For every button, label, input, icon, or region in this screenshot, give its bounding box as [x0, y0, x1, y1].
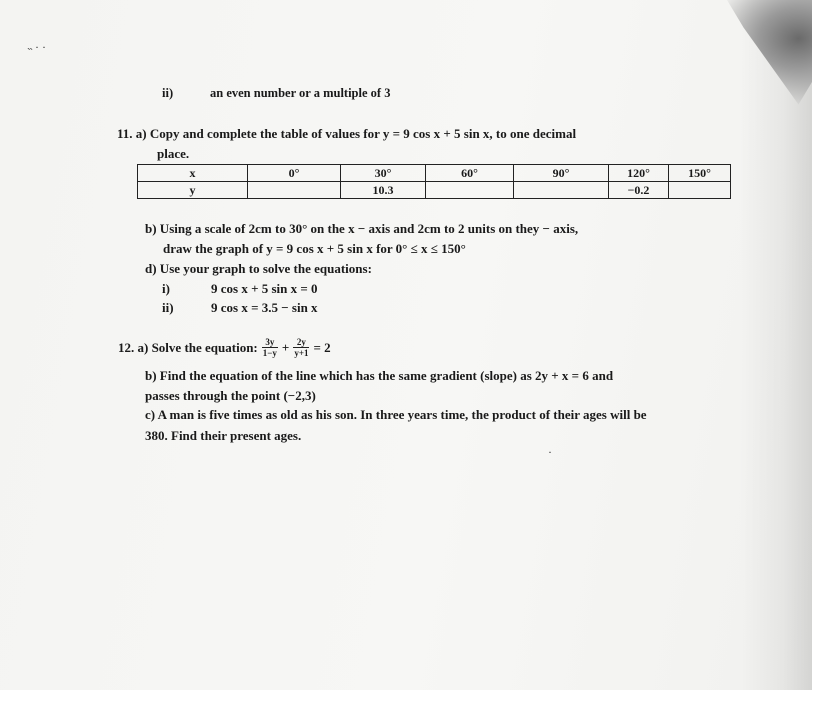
table-cell-y: 10.3	[341, 182, 426, 199]
table-cell-x: 150°	[669, 165, 731, 182]
q11-a-line1: 11. a) Copy and complete the table of values for y = 9 cos x + 5 sin x, to one decimal	[117, 126, 577, 141]
table-cell-y: −0.2	[609, 182, 669, 199]
fraction-2	[293, 337, 309, 358]
table-header-x: x	[138, 165, 248, 182]
q11-b-line1: b) Using a scale of 2cm to 30° on the x − axis and 2cm to 2 units on they − axis,	[145, 221, 579, 236]
q12-a-equation	[118, 337, 331, 358]
fraction-2-numerator: 2y	[293, 337, 309, 348]
q10-ii-text: an even number or a multiple of 3	[210, 86, 391, 100]
ink-speck: ˵ · ·	[28, 40, 46, 54]
values-table	[137, 164, 731, 199]
table-cell-x: 90°	[514, 165, 609, 182]
table-cell-x: 30°	[341, 165, 426, 182]
fraction-1-numerator: 3y	[262, 337, 278, 348]
q11-eq-i-label: i)	[162, 281, 170, 296]
fraction-1	[262, 337, 278, 358]
table-cell-y	[669, 182, 731, 199]
q11-d-line: d) Use your graph to solve the equations:	[145, 261, 372, 276]
q10-ii-label: ii)	[162, 86, 174, 100]
equation-rhs: = 2	[313, 339, 331, 355]
fraction-2-denominator: y+1	[294, 348, 309, 358]
table-header-y: y	[138, 182, 248, 199]
table-cell-x: 60°	[426, 165, 514, 182]
table-row-x	[138, 165, 731, 182]
table-cell-y	[514, 182, 609, 199]
table-cell-y	[248, 182, 341, 199]
q11-eq-i: 9 cos x + 5 sin x = 0	[211, 281, 318, 296]
page-edge-shadow	[740, 0, 812, 690]
q11-b-line2: draw the graph of y = 9 cos x + 5 sin x for 0° ≤ x ≤ 150°	[163, 241, 466, 256]
q12-b-line1: b) Find the equation of the line which has the same gradient (slope) as 2y + x = 6 and	[145, 368, 614, 383]
q11-eq-ii: 9 cos x = 3.5 − sin x	[211, 300, 318, 315]
q11-a-line2: place.	[157, 146, 190, 161]
q12-b-line2: passes through the point (−2,3)	[145, 388, 316, 403]
q12-c-line1: c) A man is five times as old as his son. In three years time, the product of their ages will be	[145, 407, 647, 422]
table-cell-y	[426, 182, 514, 199]
q12-c-line2: 380. Find their present ages.	[145, 428, 302, 443]
plus-sign: +	[281, 339, 290, 355]
q12-a-prefix: 12. a) Solve the equation:	[118, 339, 258, 355]
table-cell-x: 0°	[248, 165, 341, 182]
screenshot-border-right	[812, 0, 827, 703]
fraction-1-denominator: 1−y	[262, 348, 277, 358]
table-row-y	[138, 182, 731, 199]
screenshot-border-bottom	[0, 690, 827, 703]
table-cell-x: 120°	[609, 165, 669, 182]
q11-eq-ii-label: ii)	[162, 300, 174, 315]
ink-dot: ·	[548, 445, 552, 459]
